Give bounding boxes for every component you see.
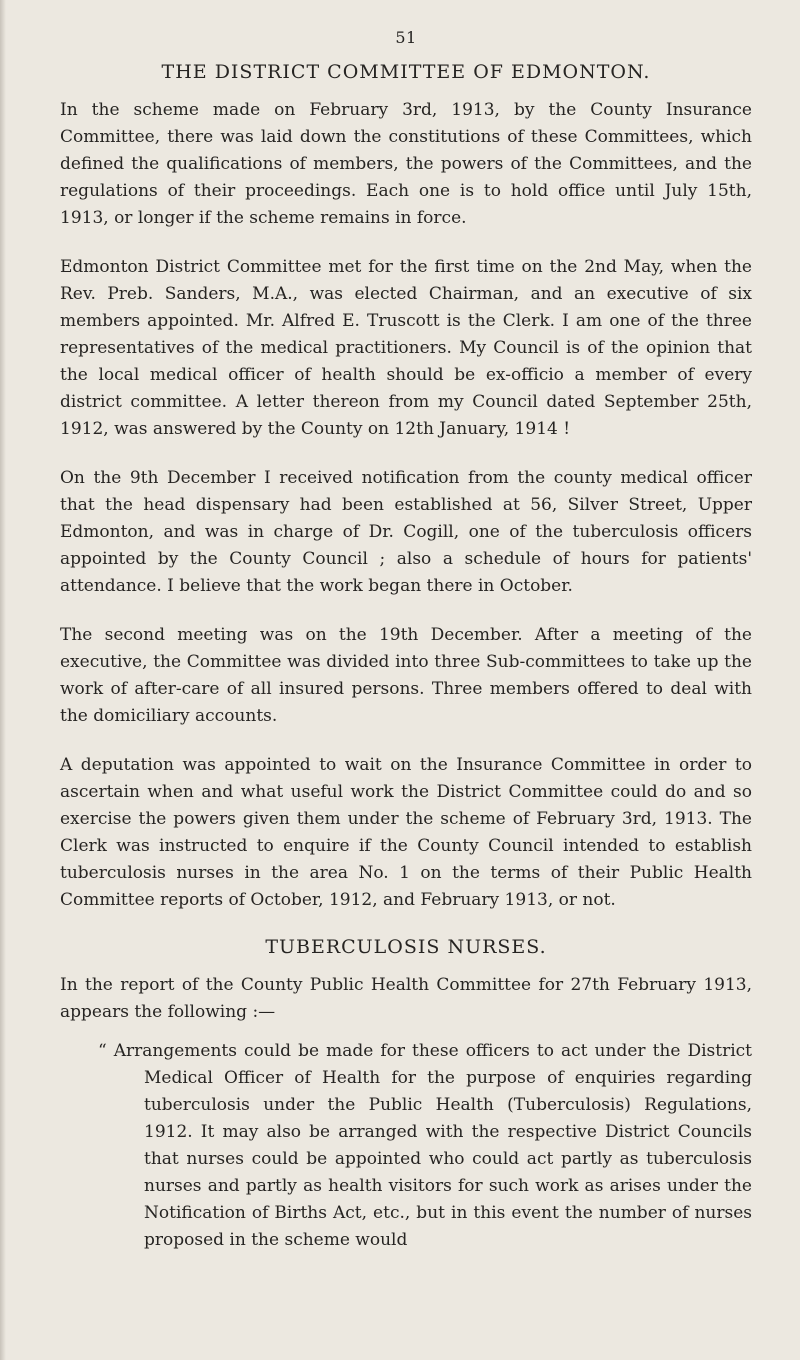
paragraph-deputation: A deputation was appointed to wait on the Insurance Committee in order to ascertain when and what useful work the District Committee could do and so exercise the powers given them under the scheme of February 3rd, 1913. The Clerk was instructed to enquire if the County Council intended to establish tuberculosis nurses in the area No. 1 on the terms of their Public Health Committee reports of October, 1912, and February 1913, or not. [60, 755, 752, 910]
paragraph-first-meeting: Edmonton District Committee met for the first time on the 2nd May, when the Rev. Preb. Sanders, M.A., was elected Chairman, and an executive of six members appointed. Mr. Alfred E. Truscott is the Clerk. I am one of the three representatives of the medical practitioners. My Council is of the opinion that the local medical officer of health should be ex-officio a member of every district committee. A letter thereon from my Council dated September 25th, 1912, was answered by the County on 12th January, 1914 ! [60, 257, 752, 439]
page-content [60, 22, 752, 1254]
paragraph-second-meeting: The second meeting was on the 19th December. After a meeting of the executive, the Committee was divided into three Sub-committees to take up the work of after-care of all insured persons. Three members offered to deal with the domiciliary accounts. [60, 625, 752, 726]
block-quote: “ Arrangements could be made for these officers to act under the District Medical Officer of Health for the purpose of enquiries regarding tuberculosis under the Public Health (Tuberculosis) Regulations, 1912. It may also be arranged with the respective District Councils that nurses could be appointed who could act partly as tuberculosis nurses and partly as health visitors for such work as arises under the Notification of Births Act, etc., but in this event the number of nurses proposed in the scheme would [98, 1041, 752, 1250]
section-heading-tuberculosis-nurses: TUBERCULOSIS NURSES. [265, 936, 547, 958]
paragraph-scheme: In the scheme made on February 3rd, 1913, by the County Insurance Committee, there was laid down the constitutions of these Committees, which defined the qualifications of members, the powers of the Committees, and the regulations of their proceedings. Each one is to hold office until July 15th, 1913, or longer if the scheme remains in force. [60, 100, 752, 228]
page-edge-shadow [0, 0, 6, 1360]
page-number: 51 [395, 28, 417, 47]
section-heading-district-committee: THE DISTRICT COMMITTEE OF EDMONTON. [161, 61, 651, 83]
paragraph-report-intro: In the report of the County Public Health Committee for 27th February 1913, appears the following :— [60, 975, 752, 1022]
paragraph-dispensary: On the 9th December I received notification from the county medical officer that the head dispensary had been established at 56, Silver Street, Upper Edmonton, and was in charge of Dr. Cogill, one of the tuberculosis officers appointed by the County Council ; also a schedule of hours for patients' attendance. I believe that the work began there in October. [60, 468, 752, 596]
